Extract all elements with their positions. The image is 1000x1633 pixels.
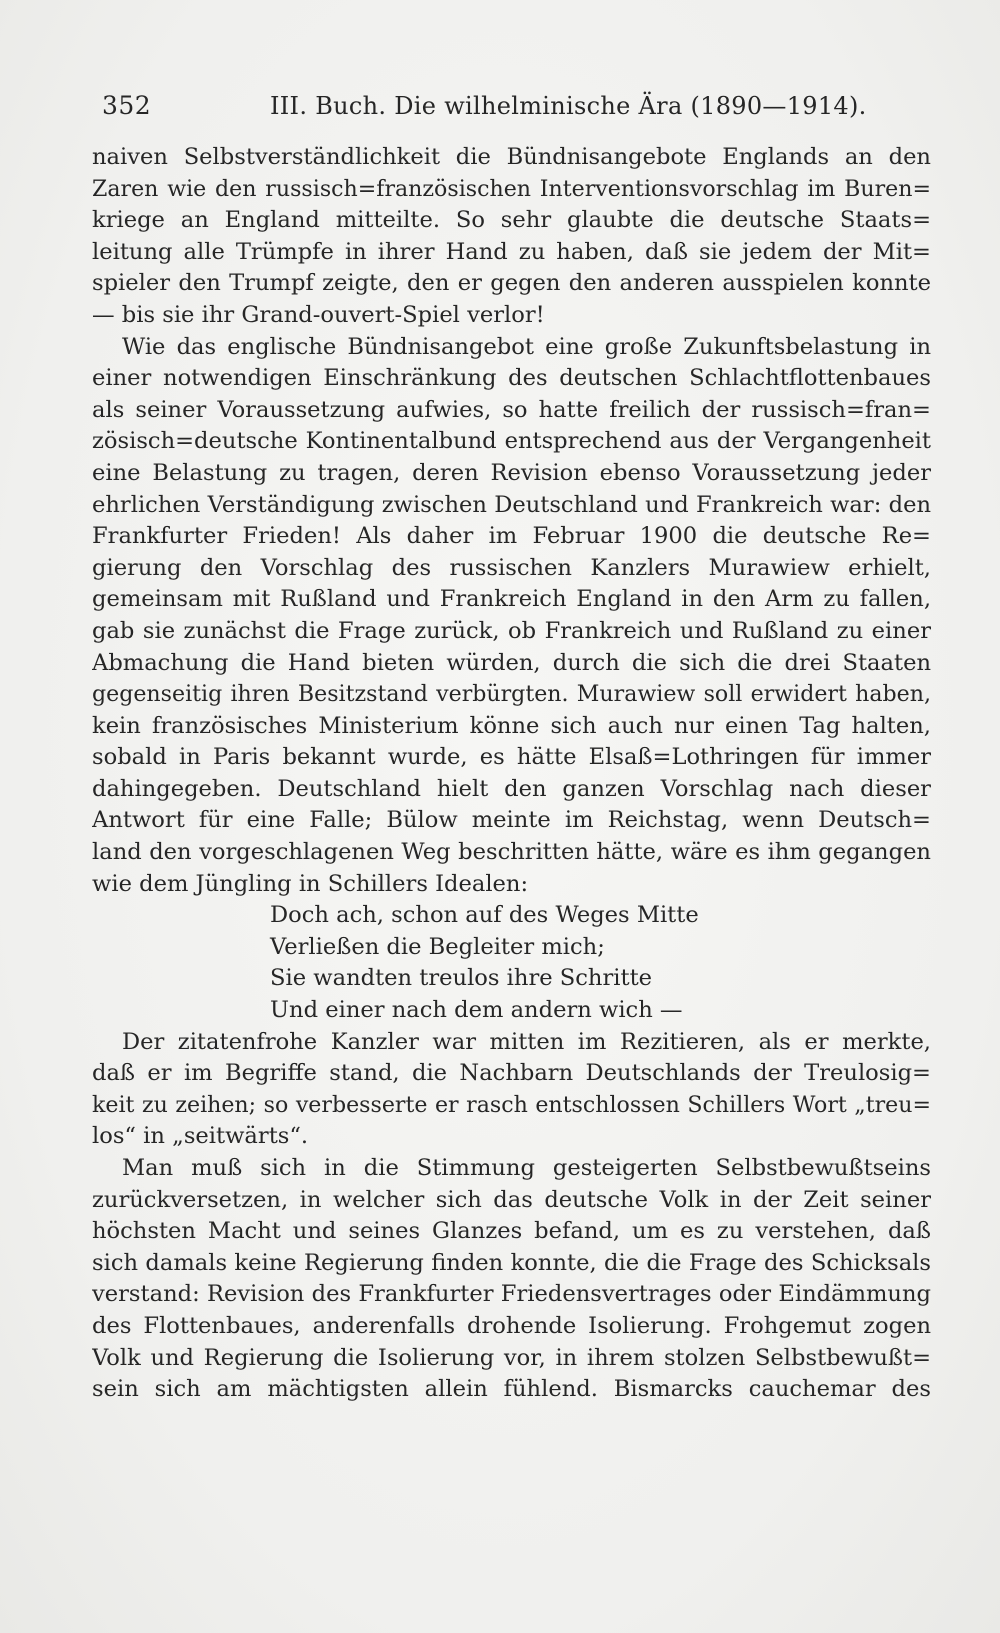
text-line: Zaren wie den russisch=französischen Interventionsvorschlag im Buren= xyxy=(92,175,931,202)
text-line: zösisch=deutsche Kontinentalbund entsprechend aus der Vergangenheit xyxy=(92,428,931,455)
text-line: einer notwendigen Einschränkung des deutschen Schlachtflottenbaues xyxy=(92,365,931,392)
text-line: Man muß sich in die Stimmung gesteigerten Selbstbewußtseins xyxy=(122,1155,931,1181)
verse-line: Doch ach, schon auf des Weges Mitte xyxy=(270,902,699,929)
text-line: Abmachung die Hand bieten würden, durch die sich die drei Staaten xyxy=(92,649,931,676)
text-line: Wie das englische Bündnisangebot eine große Zukunftsbelastung in xyxy=(122,333,931,360)
text-line: verstand: Revision des Frankfurter Friedensvertrages oder Eindämmung xyxy=(92,1281,931,1308)
text-line: kriege an England mitteilte. So sehr glaubte die deutsche Staats= xyxy=(92,207,931,234)
verse-line: Sie wandten treulos ihre Schritte xyxy=(270,965,653,992)
text-line: gab sie zunächst die Frage zurück, ob Frankreich und Rußland zu einer xyxy=(92,617,931,644)
text-line: leitung alle Trümpfe in ihrer Hand zu haben, daß sie jedem der Mit= xyxy=(92,238,931,265)
text-line: als seiner Voraussetzung aufwies, so hatte freilich der russisch=fran= xyxy=(92,396,931,423)
page-header xyxy=(102,86,922,126)
text-line: Volk und Regierung die Isolierung vor, in ihrem stolzen Selbstbewußt= xyxy=(92,1344,931,1371)
text-line: wie dem Jüngling in Schillers Idealen: xyxy=(92,870,529,897)
text-line: höchsten Macht und seines Glanzes befand, um es zu verstehen, daß xyxy=(92,1218,931,1245)
body-text xyxy=(92,142,931,1406)
text-line: Antwort für eine Falle; Bülow meinte im Reichstag, wenn Deutsch= xyxy=(92,807,931,834)
verse-line: Verließen die Begleiter mich; xyxy=(270,933,605,960)
text-line: eine Belastung zu tragen, deren Revision ebenso Voraussetzung jeder xyxy=(92,459,931,486)
text-line: gierung den Vorschlag des russischen Kanzlers Murawiew erhielt, xyxy=(92,554,931,581)
text-line: gemeinsam mit Rußland und Frankreich England in den Arm zu fallen, xyxy=(92,586,931,613)
text-line: ehrlichen Verständigung zwischen Deutschland und Frankreich war: den xyxy=(92,491,931,518)
text-line: Der zitatenfrohe Kanzler war mitten im Rezitieren, als er merkte, xyxy=(122,1028,931,1055)
text-line: naiven Selbstverständlichkeit die Bündnisangebote Englands an den xyxy=(92,144,931,170)
text-line: land den vorgeschlagenen Weg beschritten hätte, wäre es ihm gegangen xyxy=(92,839,931,866)
text-line: dahingegeben. Deutschland hielt den ganzen Vorschlag nach dieser xyxy=(92,775,931,802)
text-line: kein französisches Ministerium könne sich auch nur einen Tag halten, xyxy=(92,712,931,739)
page-number: 352 xyxy=(102,91,152,120)
text-line: des Flottenbaues, anderenfalls drohende Isolierung. Frohgemut zogen xyxy=(92,1312,931,1339)
text-line: spieler den Trumpf zeigte, den er gegen den anderen ausspielen konnte xyxy=(92,270,931,297)
text-line: sobald in Paris bekannt wurde, es hätte Elsaß=Lothringen für immer xyxy=(92,744,931,771)
text-line: Frankfurter Frieden! Als daher im Februar 1900 die deutsche Re= xyxy=(92,523,931,550)
text-line: gegenseitig ihren Besitzstand verbürgten. Murawiew soll erwidert haben, xyxy=(92,681,931,708)
verse-line: Und einer nach dem andern wich — xyxy=(270,997,683,1024)
text-line: zurückversetzen, in welcher sich das deutsche Volk in der Zeit seiner xyxy=(92,1186,931,1213)
text-line: daß er im Begriffe stand, die Nachbarn Deutschlands der Treulosig= xyxy=(92,1060,931,1087)
text-line: sein sich am mächtigsten allein fühlend. Bismarcks cauchemar des xyxy=(92,1376,931,1403)
text-line: keit zu zeihen; so verbesserte er rasch entschlossen Schillers Wort „treu= xyxy=(92,1091,931,1118)
text-line: los“ in „seitwärts“. xyxy=(92,1123,309,1150)
text-line: — bis sie ihr Grand-ouvert-Spiel verlor! xyxy=(92,301,545,328)
text-line: sich damals keine Regierung finden konnte, die die Frage des Schicksals xyxy=(92,1249,931,1276)
running-title: III. Buch. Die wilhelminische Ära (1890—1914). xyxy=(270,92,867,120)
